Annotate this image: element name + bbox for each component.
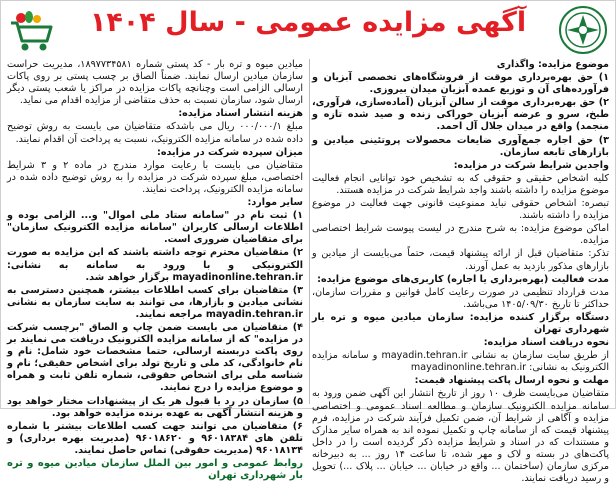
right-column-paragraph: دستگاه برگزار کننده مزایده: سازمان میادین میوه و تره بار شهرداری تهران [312, 311, 609, 335]
left-column-paragraph: ۱) ثبت نام در "سامانه ستاد ملی اموال" و... الزامی بوده و اطلاعات ارسالی کاربران "سامانه مزایده الکترونیک سازمان" برای متقاضیان ضروری است. [7, 210, 303, 246]
right-column-paragraph: مهلت و نحوه ارسال پاکت پیشنهاد قیمت: [414, 375, 609, 387]
right-column-paragraph: ۲) حق بهره‌برداری موقت از سالن آبزیان (آماده‌سازی، فرآوری، طبخ، سرو و عرضه آبزیان خوراکی زنده و صید شده تازه و منجمد) واقع در میدان جلال آل احمد. [312, 97, 609, 133]
right-column-paragraph: تذکر: متقاضیان قبل از ارائه پیشنهاد قیمت، حتماً می‌بایست از میادین و بازارهای مذکور بازدید به عمل آورند. [312, 248, 609, 272]
left-column-paragraph: میزان سپرده شرکت در مزایده: [157, 146, 303, 158]
notice-header [1, 1, 615, 59]
column-divider [309, 59, 310, 404]
right-column-paragraph: کلیه اشخاص حقیقی و حقوقی که به تشخیص خود توانایی انجام فعالیت موضوع مزایده را داشته باشند واجد شرایط شرکت در مزایده هستند. [312, 172, 609, 196]
left-column-paragraph: ۲) متقاضیان محترم توجه داشته باشند که این مزایده به صورت الکترونیکی و با ورود به سامانه به نشانی: mayadinonline.tehran.ir برگزار خواهد شد. [7, 247, 303, 283]
left-column-paragraph: ۵) سازمان در رد یا قبول هر یک از پیشنهادات مختار خواهد بود و هزینه انتشار آگهی به عهده برنده مزایده خواهد بود. [7, 395, 303, 419]
right-column-paragraph: اماکن موضوع مزایده: به شرح مندرج در لیست پیوست شرایط اختصاصی مزایده. [312, 223, 609, 247]
left-column-paragraph: ۶) متقاضیان می توانند جهت کسب اطلاعات بیشتر با شماره تلفن های ۹۶۰۱۸۳۸۴ و ۹۶۰۱۸۶۲۰ (مدیریت بهره برداری) و ۹۶۰۱۸۱۳۴ (مدیریت حقوقی) تماس حاصل نمایند. [7, 420, 303, 456]
left-column-paragraph: متقاضیان می بایست با رعایت موارد مندرج در ماده ۲ و ۳ شرایط اختصاصی، مبلغ سپرده شرکت در مزایده را به روش توضیح داده شده در سامانه مزایده الکترونیک، پرداخت نمایند. [7, 159, 303, 195]
right-column-paragraph: مدت فعالیت (بهره‌برداری یا اجاره) کاربری‌های موضوع مزایده: [317, 273, 609, 285]
left-column-paragraph: مبلغ ۰۰۰/۰۰۰/۱ ریال می باشدکه متقاضیان می بایست به روش توضیح داده شده در سامانه مزایده الکترونیک، نسبت به پرداخت آن اقدام نمایند. [7, 121, 303, 145]
right-column-paragraph: متقاضیان می‌بایست ظرف ۱۰ روز از تاریخ انتشار این آگهی ضمن ورود به سامانه مزایده الکترونیک سازمان و مطالعه اسناد عمومی و اختصاصی مزایده و آگاهی از شرایط آن، ضمن تکمیل فرآیند شرکت در مزایده، فرم پیشنهاد قیمت که از سامانه چاپ و تکمیل نموده اند به همراه سایر مدارک و مستندات که در اسناد و شرایط مزایده ذکر گردیده است را در داخل پاکت‌های در بسته و لاک و مهر شده، تا ساعت ۱۴ روز ... به دبیرخانه مرکزی سازمان (ساختمان ... واقع در خیابان ... خیابان ... پلاک ...) تحویل و رسید دریافت نمایند. [312, 388, 609, 485]
right-column-paragraph: نحوه دریافت اسناد مزایده: [483, 337, 609, 349]
right-column-paragraph: از طریق سایت سازمان به نشانی mayadin.tehran.ir و سامانه مزایده الکترونیک به نشانی: mayadinonline.tehran.ir [312, 350, 609, 374]
right-column-paragraph: تبصره: اشخاص حقوقی نباید ممنوعیت قانونی جهت فعالیت در موضوع مزایده را داشته باشند. [312, 198, 609, 222]
left-column [7, 59, 303, 482]
fruit-cart-logo [7, 5, 57, 55]
right-column [312, 59, 609, 485]
left-column-paragraph: ۴) متقاضیان می بایست ضمن چاپ و الصاق "برچسب شرکت در مزایده" که از سامانه مزایده الکترونیک دریافت می نمایند بر روی پاکت دربسته ارسالی، حتما مشخصات خود شامل: نام و نام خانوادگی، کد ملی و تاریخ تولد برای اشخاص حقیقی؛ نام و شناسه ملی برای اشخاص حقوقی، شماره تلفن ثابت و همراه و موضوع مزایده را درج نمایند. [7, 321, 303, 394]
left-column-paragraph: هزینه انتشار اسناد مزایده: [178, 108, 303, 120]
left-column-paragraph: میادین میوه و تره بار - کد پستی شماره ۱۸۹۷۷۳۴۵۸۱، مدیریت حراست سازمان میادین ارسال نمایند. ضمناً الصاق بر چسب پستی بر روی پاکات ارسالی الزامی است وچنانچه پاکات مزایده در مراکز یا شعب پستی دیگر ارسال شود، سازمان نسبت به حذف متقاضی از مزایده اقدام می نماید. [7, 59, 303, 107]
left-column-paragraph: سایر موارد: [247, 197, 303, 209]
right-column-paragraph: ۳) حق اجاره جمع‌آوری ضایعات محصولات پروتئینی میادین و بازارهای تابعه سازمان. [312, 134, 609, 158]
left-column-paragraph: ۳) متقاضیان برای کسب اطلاعات بیشتر، همچنین دسترسی به نشانی میادین و بازارها، می توانند به سایت سازمان به نشانی mayadin.tehran.ir مراجعه نمایند. [7, 284, 303, 320]
right-column-paragraph: ۱) حق بهره‌برداری موقت از فروشگاه‌های تخصصی آبزیان و فرآورده‌های آن و توزیع عمده آبزیان میدان بیروزی. [312, 72, 609, 96]
notice-title: آگهی مزایده عمومی - سال ۱۴۰۴ [89, 7, 527, 38]
right-column-paragraph: واجدین شرایط شرکت در مزایده: [453, 159, 609, 171]
right-column-paragraph: موضوع مزایده: واگذاری [496, 59, 609, 70]
right-column-paragraph: مدت قرارداد تنظیمی در صورت رعایت کامل قوانین و مقررات سازمان، حداکثر تا تاریخ ۱۴۰۵/۰۹/۳۰ می‌باشد. [312, 286, 609, 310]
footer-signature: روابط عمومی و امور بین الملل سازمان میادین میوه و تره بار شهرداری تهران [7, 458, 303, 482]
